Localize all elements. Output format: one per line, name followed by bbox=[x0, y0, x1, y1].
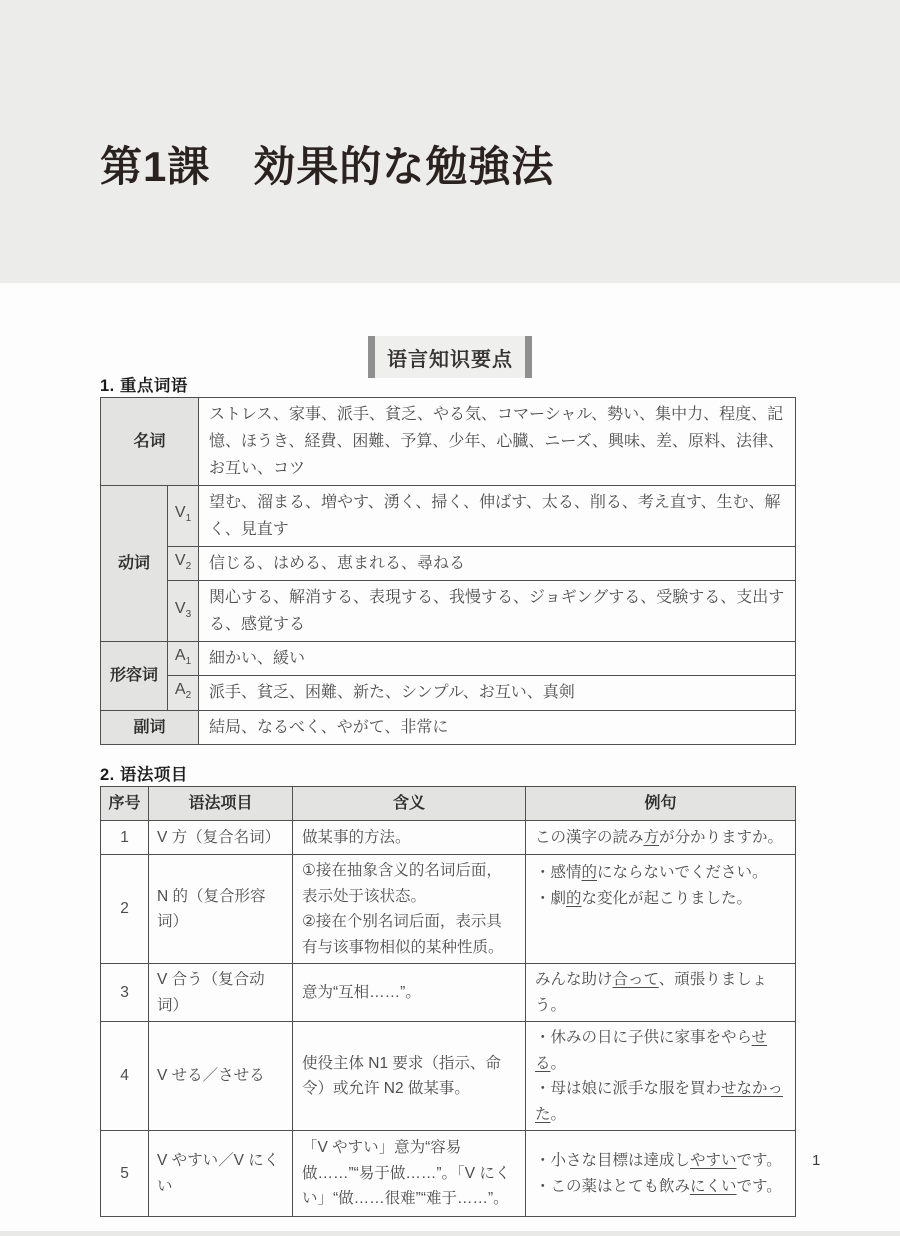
vocab-row-v1 bbox=[101, 486, 796, 547]
grammar-row-2 bbox=[101, 855, 796, 964]
row-number: 5 bbox=[101, 1131, 149, 1217]
grammar-pattern: N 的（复合形容词） bbox=[149, 855, 293, 964]
adj-group-2-label: $A_2$ bbox=[168, 676, 199, 710]
col-header-no: 序号 bbox=[101, 787, 149, 821]
grammar-row-5 bbox=[101, 1131, 796, 1217]
pos-label-adjective: 形容词 bbox=[101, 642, 168, 710]
vocab-row-a1 bbox=[101, 642, 796, 676]
adj-group-1-list: 細かい、緩い bbox=[199, 642, 796, 676]
row-number: 3 bbox=[101, 964, 149, 1022]
grammar-examples: みんな助け合って、頑張りましょう。 bbox=[526, 964, 796, 1022]
grammar-header-row bbox=[101, 787, 796, 821]
grammar-examples: ・感情的にならないでください。 ・劇的な変化が起こりました。 bbox=[526, 855, 796, 964]
grammar-row-4 bbox=[101, 1022, 796, 1131]
scan-edge-shadow bbox=[0, 1231, 900, 1236]
grammar-row-3 bbox=[101, 964, 796, 1022]
grammar-examples: この漢字の読み方が分かりますか。 bbox=[526, 821, 796, 855]
row-number: 2 bbox=[101, 855, 149, 964]
row-number: 1 bbox=[101, 821, 149, 855]
verb-group-1-list: 望む、溜まる、増やす、湧く、掃く、伸ばす、太る、削る、考え直す、生む、解く、見直す bbox=[199, 486, 796, 547]
grammar-pattern: V 方（复合名词） bbox=[149, 821, 293, 855]
col-header-example: 例句 bbox=[526, 787, 796, 821]
pos-label-noun: 名词 bbox=[101, 398, 199, 486]
verb-group-3-list: 関心する、解消する、表現する、我慢する、ジョギングする、受験する、支出する、感覚する bbox=[199, 581, 796, 642]
vocab-row-v3 bbox=[101, 581, 796, 642]
verb-group-2-label: $V_2$ bbox=[168, 547, 199, 581]
grammar-examples: ・休みの日に子供に家事をやらせる。 ・母は娘に派手な服を買わせなかった。 bbox=[526, 1022, 796, 1131]
page-number: 1 bbox=[812, 1152, 821, 1169]
verb-group-1-label: $V_1$ bbox=[168, 486, 199, 547]
grammar-pattern: V やすい／V にくい bbox=[149, 1131, 293, 1217]
verb-group-2-list: 信じる、はめる、恵まれる、尋ねる bbox=[199, 547, 796, 581]
grammar-section-heading: 2. 语法项目 bbox=[100, 766, 188, 784]
pos-label-adverb: 副词 bbox=[101, 710, 199, 744]
vocab-row-nouns bbox=[101, 398, 796, 486]
noun-list: ストレス、家事、派手、貧乏、やる気、コマーシャル、勢い、集中力、程度、記憶、ほうき、経費、困難、予算、少年、心臓、ニーズ、興味、差、原料、法律、お互い、コツ bbox=[199, 398, 796, 486]
grammar-meaning: 意为“互相……”。 bbox=[293, 964, 526, 1022]
grammar-pattern: V せる／させる bbox=[149, 1022, 293, 1131]
knowledge-points-banner bbox=[368, 336, 532, 378]
pos-label-verb: 动词 bbox=[101, 486, 168, 642]
adj-group-2-list: 派手、貧乏、困難、新た、シンプル、お互い、真剣 bbox=[199, 676, 796, 710]
vocab-table bbox=[100, 397, 796, 745]
col-header-meaning: 含义 bbox=[293, 787, 526, 821]
grammar-pattern: V 合う（复合动词） bbox=[149, 964, 293, 1022]
grammar-meaning: 做某事的方法。 bbox=[293, 821, 526, 855]
title-band bbox=[0, 0, 900, 283]
col-header-pattern: 语法项目 bbox=[149, 787, 293, 821]
vocab-section-heading: 1. 重点词语 bbox=[100, 377, 188, 395]
vocab-row-v2 bbox=[101, 547, 796, 581]
row-number: 4 bbox=[101, 1022, 149, 1131]
grammar-table bbox=[100, 786, 796, 1217]
grammar-row-1 bbox=[101, 821, 796, 855]
lesson-title: 第1課 効果的な勉強法 bbox=[100, 143, 555, 190]
verb-group-3-label: $V_3$ bbox=[168, 581, 199, 642]
grammar-examples: ・小さな目標は達成しやすいです。 ・この薬はとても飲みにくいです。 bbox=[526, 1131, 796, 1217]
adverb-list: 結局、なるべく、やがて、非常に bbox=[199, 710, 796, 744]
adj-group-1-label: $A_1$ bbox=[168, 642, 199, 676]
grammar-meaning: ①接在抽象含义的名词后面，表示处于该状态。 ②接在个别名词后面，表示具有与该事物相似的某种性质。 bbox=[293, 855, 526, 964]
vocab-row-a2 bbox=[101, 676, 796, 710]
banner-label: 语言知识要点 bbox=[387, 348, 513, 371]
grammar-meaning: 「V やすい」意为“容易做……”“易于做……”。「V にくい」“做……很难”“难于……”。 bbox=[293, 1131, 526, 1217]
vocab-row-adverbs bbox=[101, 710, 796, 744]
grammar-meaning: 使役主体 N1 要求（指示、命令）或允许 N2 做某事。 bbox=[293, 1022, 526, 1131]
